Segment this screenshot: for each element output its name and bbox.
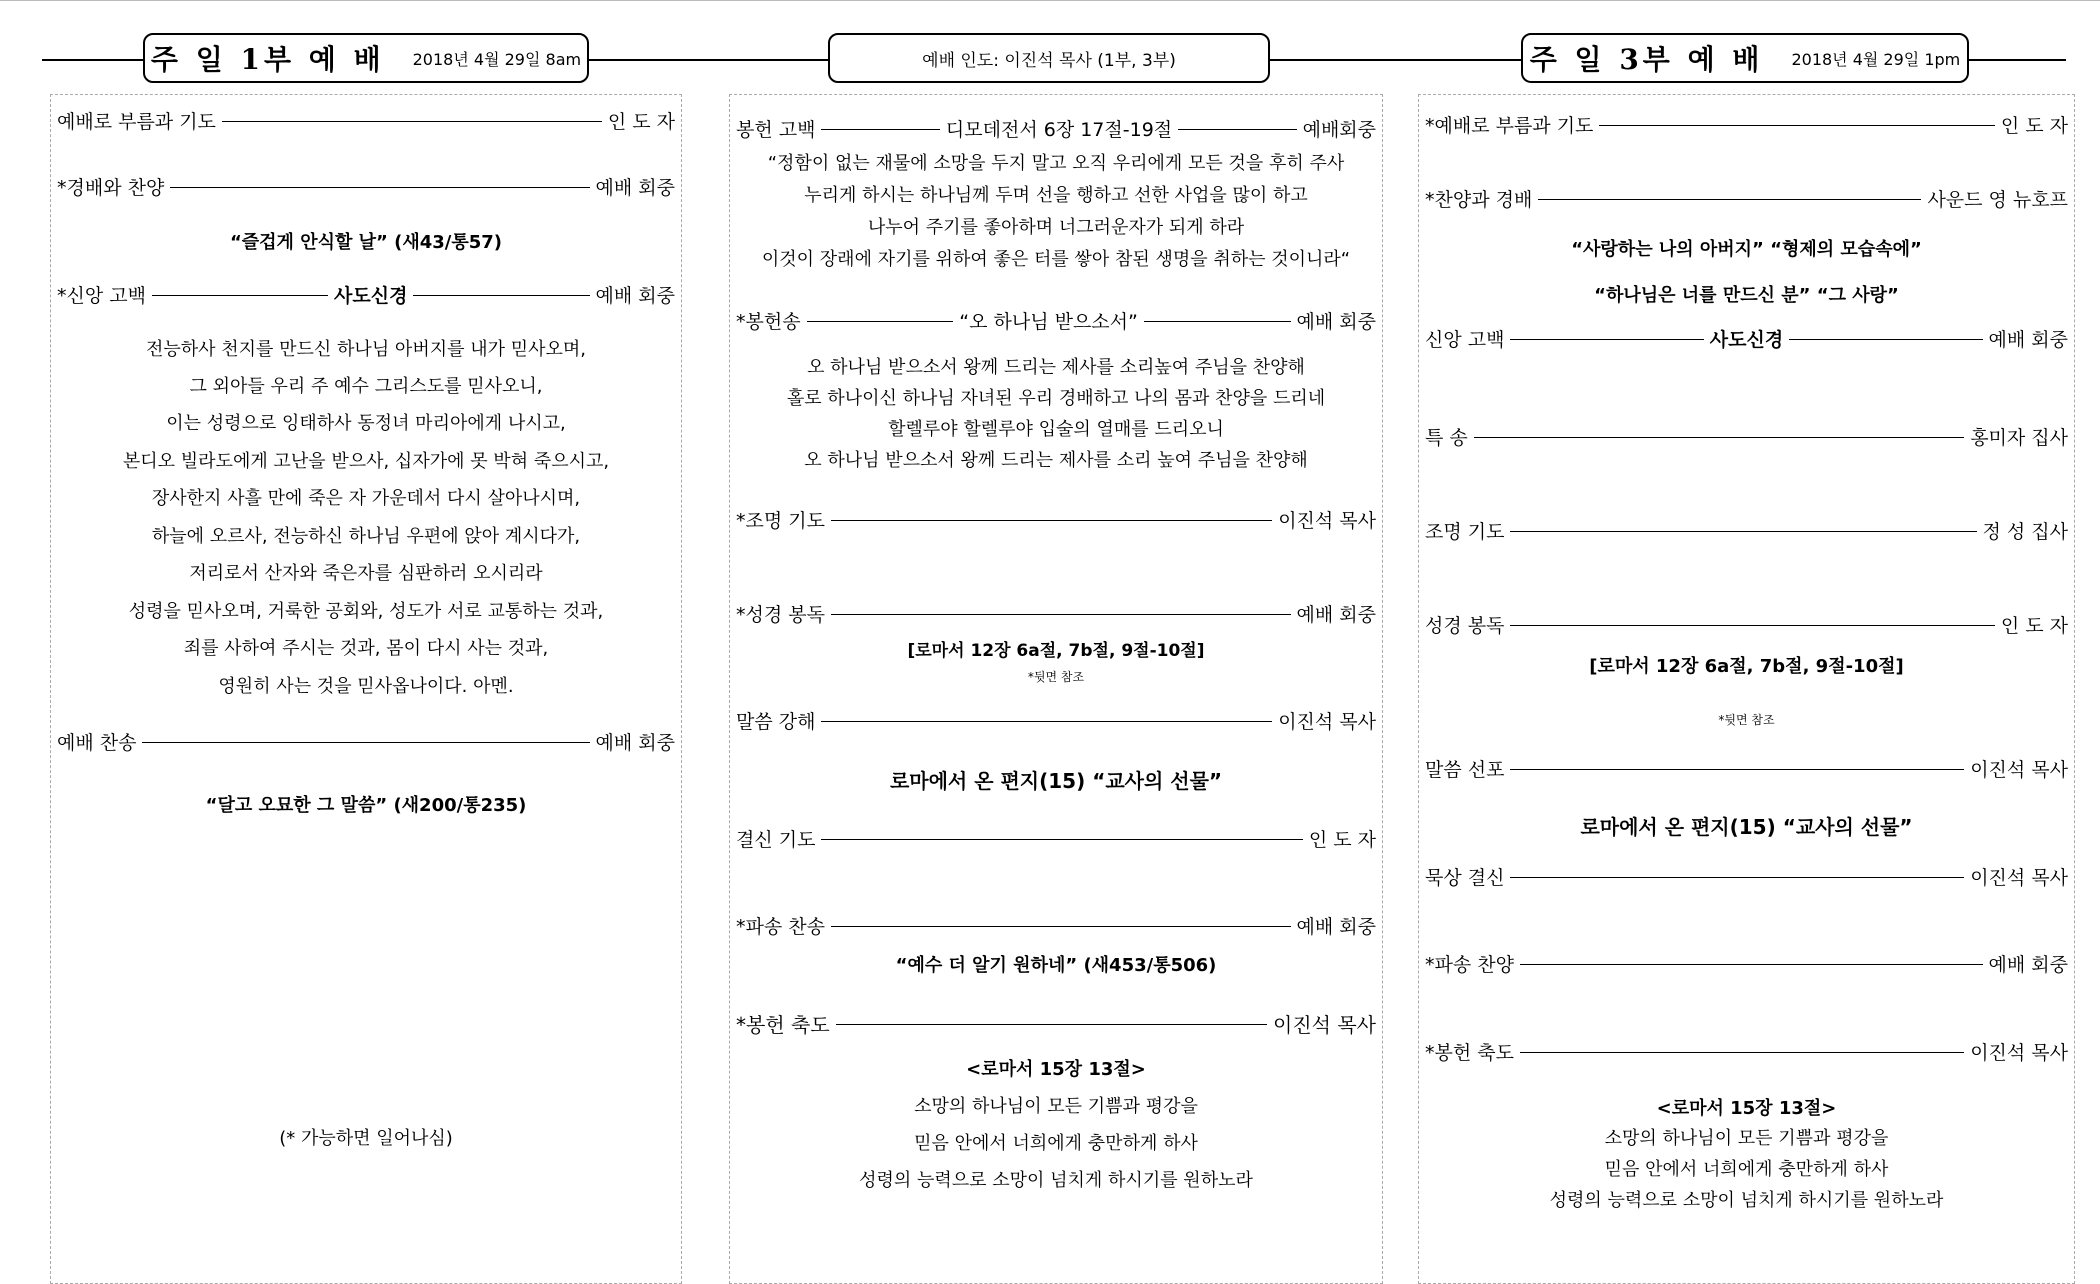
item-label: 특 송 xyxy=(1425,427,1468,449)
service-3-column xyxy=(1418,94,2075,1284)
item-label: *봉헌 축도 xyxy=(1425,1042,1514,1064)
item-leader: 예배 회중 xyxy=(1296,916,1376,938)
leader-text: 예배 인도: 이진석 목사 (1부, 3부) xyxy=(922,50,1176,71)
item-label: 성경 봉독 xyxy=(1425,615,1505,637)
order-item xyxy=(1419,611,2074,638)
item-leader: 인 도 자 xyxy=(2000,615,2068,637)
song-titles: “하나님은 너를 만드신 분” “그 사랑” xyxy=(1594,285,1899,306)
order-item xyxy=(1419,185,2074,212)
header-service-1 xyxy=(143,33,589,83)
order-item xyxy=(51,728,681,755)
item-leader: 홍미자 집사 xyxy=(1970,427,2068,449)
item-leader: 예배 회중 xyxy=(595,285,676,307)
song-titles: “사랑하는 나의 아버지” “형제의 모습속에” xyxy=(1571,239,1922,260)
offering-line: 나누어 주기를 좋아하며 너그러운자가 되게 하라 xyxy=(867,217,1245,238)
service-1-column xyxy=(50,94,682,1284)
scripture-note: *뒷면 참조 xyxy=(1027,670,1085,684)
creed-line: 그 외아들 우리 주 예수 그리스도를 믿사오니, xyxy=(189,376,543,397)
order-item xyxy=(51,107,681,134)
item-leader: 이진석 목사 xyxy=(1273,1013,1376,1037)
item-leader: 이진석 목사 xyxy=(1970,759,2068,781)
order-item xyxy=(730,1009,1382,1038)
creed-line: 성령을 믿사오며, 거룩한 공회와, 성도가 서로 교통하는 것과, xyxy=(128,601,604,622)
benediction-reference: <로마서 15장 13절> xyxy=(966,1059,1146,1080)
scripture-reference: [로마서 12장 6a절, 7b절, 9절-10절] xyxy=(907,641,1205,661)
song-line: 오 하나님 받으소서 왕께 드리는 제사를 소리 높여 주님을 찬양해 xyxy=(804,450,1308,471)
item-label: *봉헌송 xyxy=(736,311,801,333)
item-leader: 예배회중 xyxy=(1302,119,1377,141)
item-title: 사도신경 xyxy=(1709,329,1784,351)
item-title: “오 하나님 받으소서” xyxy=(959,311,1138,333)
order-item xyxy=(1419,111,2074,138)
standing-note: (* 가능하면 일어나심) xyxy=(279,1128,453,1149)
item-leader: 예배 회중 xyxy=(595,732,675,754)
order-item xyxy=(730,707,1382,734)
item-label: *성경 봉독 xyxy=(736,604,825,626)
item-leader: 예배 회중 xyxy=(1296,604,1376,626)
item-label: 말씀 강해 xyxy=(736,711,816,733)
order-item xyxy=(730,506,1382,533)
item-label: *조명 기도 xyxy=(736,510,825,532)
sermon-title: 로마에서 온 편지(15) “교사의 선물” xyxy=(1580,815,1913,839)
item-label: *경배와 찬양 xyxy=(57,177,165,199)
offering-line: “정함이 없는 재물에 소망을 두지 말고 오직 우리에게 모든 것을 후히 주사 xyxy=(767,153,1345,174)
order-item xyxy=(730,115,1382,142)
creed-line: 하늘에 오르사, 전능하신 하나님 우편에 앉아 계시다가, xyxy=(151,526,581,547)
scripture-reference: [로마서 12장 6a절, 7b절, 9절-10절] xyxy=(1589,656,1904,677)
order-item xyxy=(1419,423,2074,450)
song-line: 오 하나님 받으소서 왕께 드리는 제사를 소리높여 주님을 찬양해 xyxy=(807,357,1305,378)
order-item xyxy=(730,912,1382,939)
creed-line: 저리로서 산자와 죽은자를 심판하러 오시리라 xyxy=(189,563,543,584)
order-item xyxy=(730,825,1382,852)
item-leader: 예배 회중 xyxy=(1988,954,2068,976)
order-item xyxy=(1419,863,2074,890)
creed-line: 이는 성령으로 잉태하사 동정녀 마리아에게 나시고, xyxy=(166,413,566,434)
song-line: 할렐루야 할렐루야 입술의 열매를 드리오니 xyxy=(888,419,1224,440)
creed-line: 장사한지 사흘 만에 죽은 자 가운데서 다시 살아나시며, xyxy=(151,488,581,509)
benediction-line: 믿음 안에서 너희에게 충만하게 하사 xyxy=(914,1133,1198,1154)
order-item xyxy=(730,307,1382,334)
item-label: 결신 기도 xyxy=(736,829,816,851)
item-label: 봉헌 고백 xyxy=(736,119,816,141)
offering-line: 이것이 장래에 자기를 위하여 좋은 터를 쌓아 참된 생명을 취하는 것이니라“ xyxy=(761,249,1351,270)
order-item xyxy=(1419,755,2074,782)
item-title: 사도신경 xyxy=(334,285,408,307)
item-title: 디모데전서 6장 17절-19절 xyxy=(945,119,1173,141)
header-service-3 xyxy=(1521,33,1969,83)
item-leader: 예배 회중 xyxy=(1296,311,1377,333)
song-line: 홀로 하나이신 하나님 자녀된 우리 경배하고 나의 몸과 찬양을 드리네 xyxy=(786,388,1326,409)
item-label: *신앙 고백 xyxy=(57,285,146,307)
benediction-reference: <로마서 15장 13절> xyxy=(1656,1098,1837,1119)
song-title: “즐겁게 안식할 날” (새43/통57) xyxy=(229,232,503,253)
benediction-line: 성령의 능력으로 소망이 넘치게 하시기를 원하노라 xyxy=(1549,1190,1944,1211)
service-1-date: 2018년 4월 29일 8am xyxy=(412,49,582,69)
item-label: 예배로 부름과 기도 xyxy=(57,111,216,133)
order-item xyxy=(730,600,1382,627)
item-label: *예배로 부름과 기도 xyxy=(1425,115,1594,137)
header-leader xyxy=(828,33,1270,83)
order-item xyxy=(1419,1038,2074,1065)
item-label: *파송 찬송 xyxy=(736,916,825,938)
item-label: 예배 찬송 xyxy=(57,732,137,754)
scripture-note: *뒷면 참조 xyxy=(1718,713,1775,727)
offering-line: 누리게 하시는 하나님께 두며 선을 행하고 선한 사업을 많이 하고 xyxy=(804,185,1308,206)
benediction-line: 성령의 능력으로 소망이 넘치게 하시기를 원하노라 xyxy=(859,1170,1253,1191)
creed-line: 본디오 빌라도에게 고난을 받으사, 십자가에 못 박혀 죽으시고, xyxy=(122,451,610,472)
item-label: *봉헌 축도 xyxy=(736,1013,830,1037)
sermon-title: 로마에서 온 편지(15) “교사의 선물” xyxy=(889,769,1223,793)
item-leader: 인 도 자 xyxy=(2000,115,2068,137)
offering-column xyxy=(729,94,1383,1284)
item-leader: 이진석 목사 xyxy=(1970,867,2068,889)
creed-line: 영원히 사는 것을 믿사옵나이다. 아멘. xyxy=(218,676,514,697)
item-leader: 이진석 목사 xyxy=(1278,711,1376,733)
top-border xyxy=(0,0,2100,1)
order-item xyxy=(1419,517,2074,544)
order-item xyxy=(1419,325,2074,352)
item-leader: 예배 회중 xyxy=(1988,329,2069,351)
item-label: *파송 찬양 xyxy=(1425,954,1514,976)
benediction-line: 믿음 안에서 너희에게 충만하게 하사 xyxy=(1604,1159,1889,1180)
item-label: 말씀 선포 xyxy=(1425,759,1505,781)
benediction-line: 소망의 하나님이 모든 기쁨과 평강을 xyxy=(1604,1128,1889,1149)
item-leader: 정 성 집사 xyxy=(1982,521,2068,543)
item-leader: 예배 회중 xyxy=(595,177,675,199)
item-leader: 이진석 목사 xyxy=(1278,510,1376,532)
song-title: “달고 오묘한 그 말씀” (새200/통235) xyxy=(205,795,527,816)
item-leader: 이진석 목사 xyxy=(1970,1042,2068,1064)
order-item xyxy=(51,281,681,308)
item-leader: 인 도 자 xyxy=(607,111,675,133)
service-3-title: 주 일 3부 예 배 xyxy=(1529,43,1764,76)
item-label: *찬양과 경배 xyxy=(1425,189,1533,211)
benediction-line: 소망의 하나님이 모든 기쁨과 평강을 xyxy=(914,1096,1198,1117)
creed-line: 전능하사 천지를 만드신 하나님 아버지를 내가 믿사오며, xyxy=(146,339,586,360)
item-leader: 사운드 영 뉴호프 xyxy=(1927,189,2068,211)
song-title: “예수 더 알기 원하네” (새453/통506) xyxy=(895,955,1217,976)
order-item xyxy=(1419,950,2074,977)
service-1-title: 주 일 1부 예 배 xyxy=(150,43,385,76)
item-label: 조명 기도 xyxy=(1425,521,1505,543)
item-label: 신앙 고백 xyxy=(1425,329,1505,351)
item-label: 묵상 결신 xyxy=(1425,867,1505,889)
item-leader: 인 도 자 xyxy=(1308,829,1376,851)
order-item xyxy=(51,173,681,200)
service-3-date: 2018년 4월 29일 1pm xyxy=(1791,49,1961,69)
creed-line: 죄를 사하여 주시는 것과, 몸이 다시 사는 것과, xyxy=(183,638,549,659)
